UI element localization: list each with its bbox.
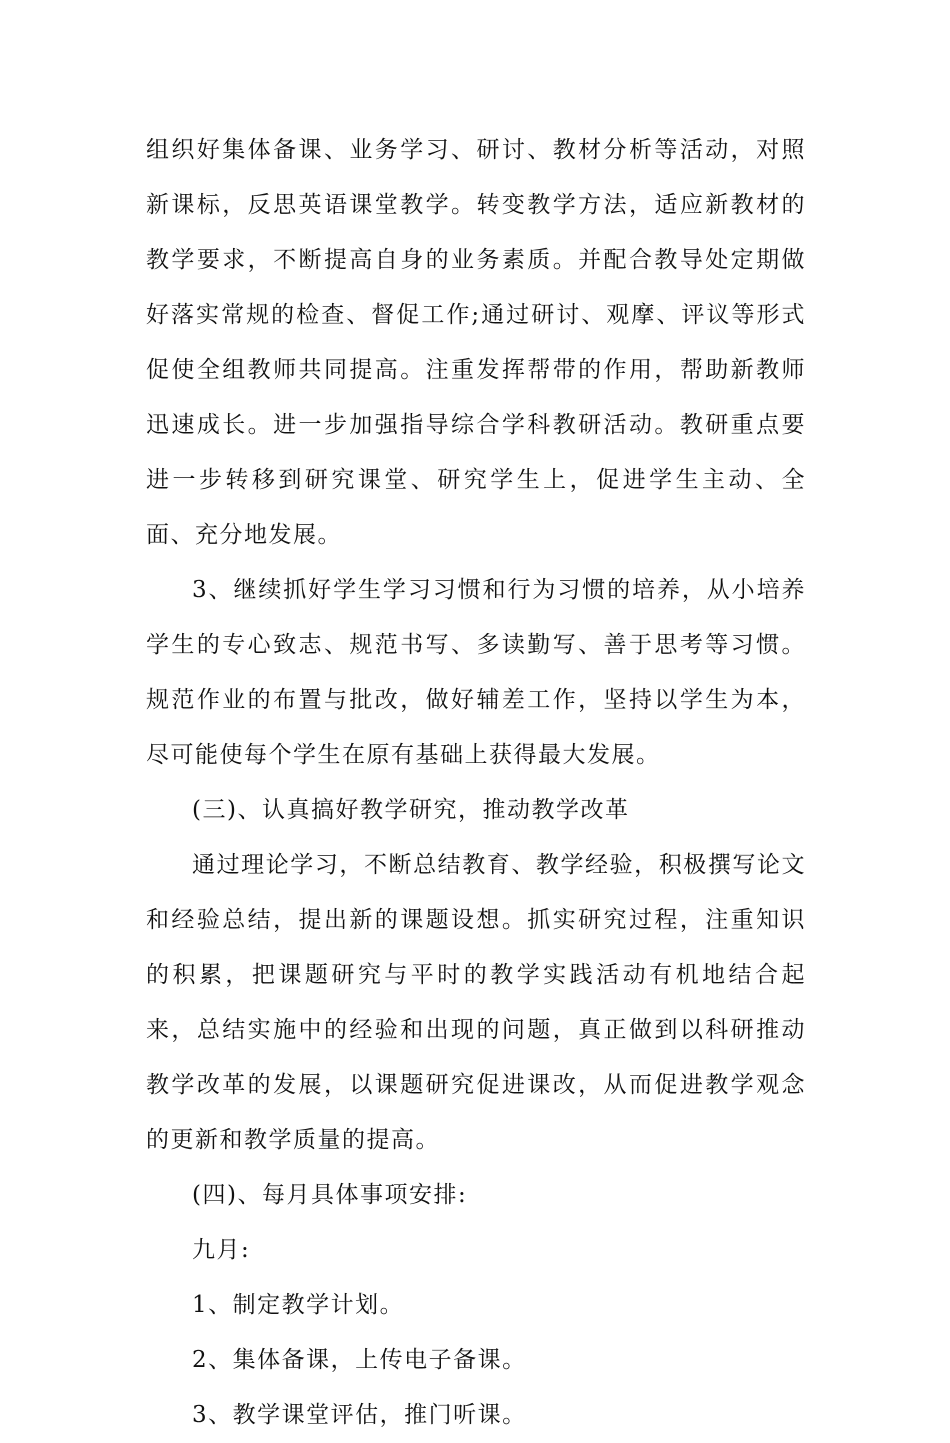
list-item-classroom-evaluation: 3、教学课堂评估，推门听课。 <box>192 1402 527 1428</box>
month-heading-september: 九月: <box>192 1237 251 1263</box>
list-item-group-lesson-prep: 2、集体备课，上传电子备课。 <box>192 1347 527 1373</box>
paragraph-theory-study: 通过理论学习，不断总结教育、教学经验，积极撰写论文和经验总结，提出新的课题设想。抓实研究过程，注重知识的积累，把课题研究与平时的教学实践活动有机地结合起来，总结实施中的经验和出现的问题，真正做到以科研推动教学改革的发展，以课题研究促进课改，从而促进教学观念的更新和教学质量的提高。 <box>146 852 806 1153</box>
paragraph-activities: 组织好集体备课、业务学习、研讨、教材分析等活动，对照新课标，反思英语课堂教学。转变教学方法，适应新教材的教学要求，不断提高自身的业务素质。并配合教导处定期做好落实常规的检查、督促工作;通过研讨、观摩、评议等形式促使全组教师共同提高。注重发挥帮带的作用，帮助新教师迅速成长。进一步加强指导综合学科教研活动。教研重点要进一步转移到研究课堂、研究学生上，促进学生主动、全面、充分地发展。 <box>146 137 806 548</box>
section-heading-monthly-plan: (四)、每月具体事项安排: <box>192 1182 468 1208</box>
paragraph-study-habits: 3、继续抓好学生学习习惯和行为习惯的培养，从小培养学生的专心致志、规范书写、多读勤写、善于思考等习惯。规范作业的布置与批改，做好辅差工作，坚持以学生为本，尽可能使每个学生在原有基础上获得最大发展。 <box>146 577 806 768</box>
section-heading-teaching-research: (三)、认真搞好教学研究，推动教学改革 <box>192 797 630 823</box>
document-body <box>146 123 806 1443</box>
list-item-teaching-plan: 1、制定教学计划。 <box>192 1292 405 1318</box>
